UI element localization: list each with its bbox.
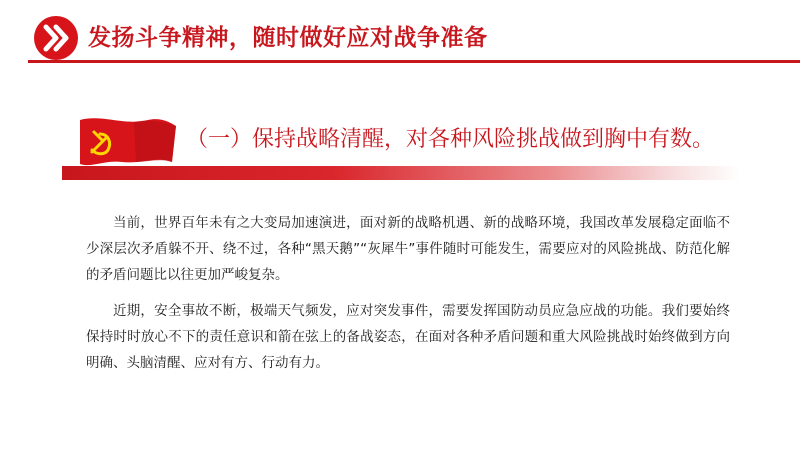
paragraph: 当前，世界百年未有之大变局加速演进，面对新的战略机遇、新的战略环境，我国改革发展稳定面临不少深层次矛盾躲不开、绕不过，各种“黑天鹅”“灰犀牛”事件随时可能发生，需要应对的风险挑战、防范化解的矛盾问题比以往更加严峻复杂。 [86, 215, 730, 283]
section-heading: （一）保持战略清醒，对各种风险挑战做到胸中有数。 [186, 127, 715, 152]
header-divider [28, 60, 800, 63]
page-title: 发扬斗争精神，随时做好应对战争准备 [88, 25, 488, 51]
paragraph: 近期，安全事故不断，极端天气频发，应对突发事件，需要发挥国防动员应急应战的功能。我们要始终保持时时放心不下的责任意识和箭在弦上的备战姿态，在面对各种矛盾问题和重大风险挑战时始终做到方向明确、头脑清醒、应对有方、行动有力。 [86, 303, 730, 371]
double-chevron-right-icon [34, 16, 78, 60]
body-text [86, 210, 730, 386]
header-badge [34, 16, 78, 60]
section-divider [62, 166, 740, 180]
party-flag-icon [72, 112, 182, 172]
